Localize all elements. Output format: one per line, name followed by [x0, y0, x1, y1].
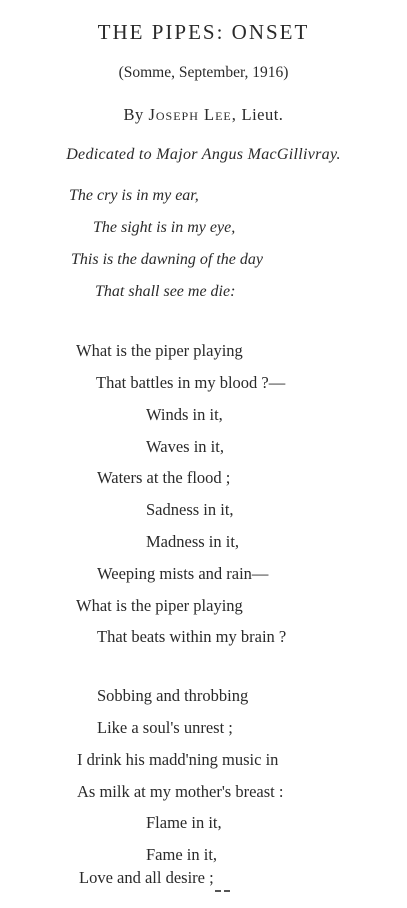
stanza3-line-7: Love and all desire ; [79, 868, 214, 887]
poem-title: THE PIPES: ONSET [97, 20, 310, 44]
stanza1-line-4: That shall see me die: [95, 283, 236, 300]
stanza3-line-5: Flame in it, [146, 813, 222, 832]
stanza2-line-8: Weeping mists and rain— [97, 564, 269, 583]
byline-author: Joseph Lee, [148, 105, 237, 124]
stanza2-line-4: Waves in it, [146, 437, 224, 456]
stanza1-line-3: This is the dawning of the day [71, 251, 263, 268]
stanza2-line-1: What is the piper playing [76, 341, 243, 360]
byline-rank: Lieut. [241, 105, 284, 124]
stanza2-line-2: That battles in my blood ?— [96, 373, 286, 392]
stanza1-line-1: The cry is in my ear, [69, 187, 199, 204]
stanza2-line-9: What is the piper playing [76, 596, 243, 615]
poem-dedication: Dedicated to Major Angus MacGillivray. [66, 146, 341, 163]
stanza3-line-4: As milk at my mother's breast : [77, 782, 284, 801]
stanza2-line-10: That beats within my brain ? [97, 627, 287, 646]
stanza1-line-2: The sight is in my eye, [93, 219, 236, 236]
stanza3-line-1: Sobbing and throbbing [97, 686, 249, 705]
stanza2-line-5: Waters at the flood ; [97, 468, 231, 487]
poem-subtitle: (Somme, September, 1916) [118, 64, 289, 81]
stanza3-line-2: Like a soul's unrest ; [97, 718, 233, 737]
stanza2-line-7: Madness in it, [146, 532, 240, 551]
cut-off-text-fragment [215, 890, 239, 893]
poem-byline [0, 105, 407, 125]
stanza2-line-3: Winds in it, [146, 405, 223, 424]
stanza3-line-3: I drink his madd'ning music in [77, 750, 279, 769]
stanza3-line-6: Fame in it, [146, 845, 218, 864]
byline-by: By [123, 105, 144, 124]
stanza2-line-6: Sadness in it, [146, 500, 234, 519]
